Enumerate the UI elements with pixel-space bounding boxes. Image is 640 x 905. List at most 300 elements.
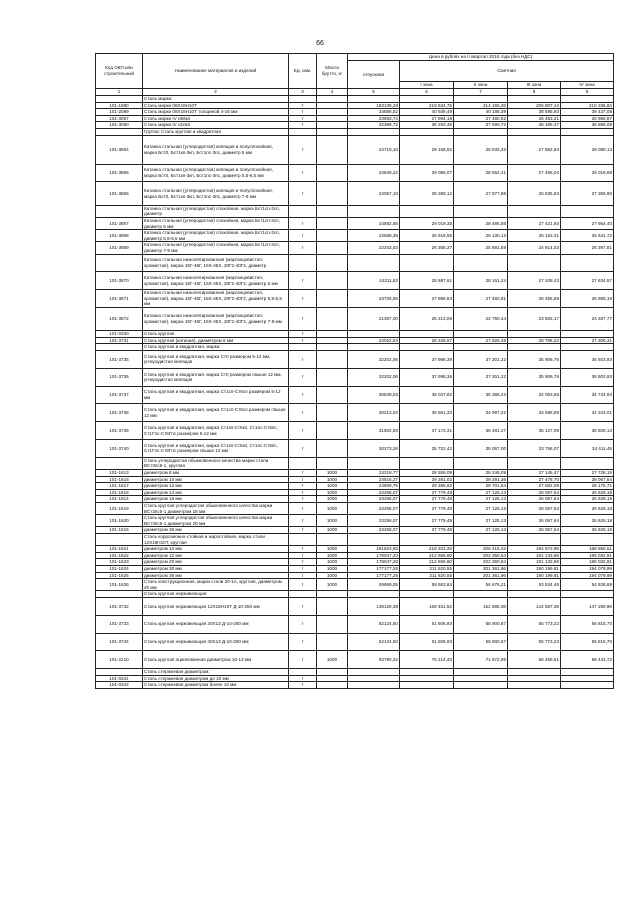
row-name: диаметром 12 мм	[143, 483, 289, 490]
row-name: Сталь круглая и квадратная, марки:	[143, 344, 289, 351]
row-code: 101-0341	[96, 675, 143, 682]
row-mass	[317, 102, 348, 109]
row-unit	[289, 205, 317, 217]
row-price-zone-4: 26 969,19	[561, 290, 614, 308]
column-number: 3	[289, 89, 317, 96]
row-code: 101-3090	[96, 122, 143, 129]
row-name: Сталь стержневая диаметром:	[143, 669, 289, 676]
row-price-release: 178047,20	[348, 552, 400, 559]
row-price-release: 34686,52	[348, 109, 400, 116]
row-price-zone-1: 37 173,31	[400, 422, 454, 440]
row-code: 101-0340	[96, 331, 143, 338]
row-name: Катанка стальная низколегированная (марганцовистая, хромистая), марка 15Г-45Г, 15Х-45Х, 20Г2-40Г2, диаметр 7-9 мм	[143, 307, 289, 330]
row-code: 101-3872	[96, 307, 143, 330]
table-row	[96, 351, 614, 369]
row-unit: т	[289, 242, 317, 254]
row-code: 101-1616	[96, 476, 143, 483]
table-row	[96, 503, 614, 515]
row-price-release: 30549,03	[348, 386, 400, 404]
row-price-zone-3: 26 067,64	[508, 527, 561, 534]
row-price-zone-1: 211 620,55	[400, 565, 454, 572]
row-price-zone-2	[454, 254, 508, 272]
row-name: Катанка стальная (углеродистая) спокойная, марка Бст1сп-3сп, диаметр 5 мм	[143, 217, 289, 229]
row-price-zone-3	[508, 591, 561, 598]
row-code	[96, 96, 143, 103]
row-price-release	[348, 331, 400, 338]
row-mass	[317, 675, 348, 682]
table-row	[96, 386, 614, 404]
column-numbers-row	[96, 89, 614, 96]
row-unit: т	[289, 675, 317, 682]
table-row	[96, 546, 614, 553]
row-unit: т	[289, 182, 317, 205]
row-price-release: 23683,74	[348, 115, 400, 122]
row-price-zone-2: 71 672,96	[454, 651, 508, 669]
row-unit: т	[289, 565, 317, 572]
row-mass	[317, 122, 348, 129]
row-unit	[289, 96, 317, 103]
row-code: 101-3871	[96, 290, 143, 308]
row-unit: т	[289, 476, 317, 483]
row-mass	[317, 242, 348, 254]
header-zone-3: III зона	[508, 82, 561, 89]
row-unit	[289, 533, 317, 545]
table-row	[96, 290, 614, 308]
row-name: Сталь круглая нержавеющая 12Х18Н10Т Д-10-250 мм	[143, 597, 289, 615]
row-name: Катанка стальная (углеродистая) спокойная, марка Бст1сп-3сп, диаметр	[143, 205, 289, 217]
row-unit: т	[289, 102, 317, 109]
row-unit	[289, 344, 317, 351]
row-price-zone-2: 34 997,22	[454, 404, 508, 422]
row-price-zone-4	[561, 205, 614, 217]
row-price-zone-2: 35 386,43	[454, 386, 508, 404]
row-unit: т	[289, 527, 317, 534]
row-price-zone-1	[400, 669, 454, 676]
row-price-zone-1: 27 779,48	[400, 489, 454, 496]
table-row	[96, 102, 614, 109]
row-price-zone-1: 212 659,60	[400, 559, 454, 566]
row-price-zone-1: 36 047,82	[400, 386, 454, 404]
row-mass	[317, 344, 348, 351]
row-name: диаметром 8 мм	[143, 470, 289, 477]
row-price-release: 23725,95	[348, 290, 400, 308]
row-price-zone-2	[454, 457, 508, 469]
row-mass	[317, 230, 348, 242]
row-mass	[317, 254, 348, 272]
row-code: 101-1890	[96, 102, 143, 109]
row-price-zone-2: 202 350,64	[454, 559, 508, 566]
row-price-zone-3: 27 562,94	[508, 135, 561, 164]
row-price-zone-2: 37 301,22	[454, 351, 508, 369]
row-price-release	[348, 533, 400, 545]
row-name: Сталь круглая и квадратная, марка Ст0 размером 5-12 мм, углеродистая кипящая	[143, 351, 289, 369]
row-price-zone-4: 34 724,94	[561, 386, 614, 404]
row-mass	[317, 633, 348, 651]
row-price-release: 22343,53	[348, 242, 400, 254]
row-price-zone-3	[508, 675, 561, 682]
row-mass: 1000	[317, 483, 348, 490]
row-price-zone-1: 159 451,52	[400, 597, 454, 615]
row-mass	[317, 96, 348, 103]
row-unit: т	[289, 515, 317, 527]
row-price-zone-1: 28 687,61	[400, 272, 454, 290]
row-price-zone-2: 36 491,27	[454, 422, 508, 440]
row-price-zone-1: 61 506,93	[400, 633, 454, 651]
row-price-zone-2: 58 900,67	[454, 633, 508, 651]
row-mass	[317, 128, 348, 135]
row-mass: 1000	[317, 515, 348, 527]
row-name: диаметром 10 мм	[143, 546, 289, 553]
row-price-zone-4: 39 437,08	[561, 109, 614, 116]
row-price-zone-1	[400, 254, 454, 272]
row-code: 101-3866	[96, 182, 143, 205]
row-code: 101-3733	[96, 615, 143, 633]
row-price-zone-1: 59 563,64	[400, 579, 454, 591]
row-price-zone-3: 34 063,66	[508, 386, 561, 404]
row-price-zone-3: 190 199,81	[508, 572, 561, 579]
row-price-release	[348, 96, 400, 103]
row-code	[96, 254, 143, 272]
row-name: Катанка стальная низколегированная (марганцовистая, хромистая), марка 15Г-45Г, 15Х-45Х, 20Г2-40Г2, диаметр 5 мм	[143, 272, 289, 290]
row-mass	[317, 135, 348, 164]
row-unit: т	[289, 368, 317, 386]
row-code: 101-1625	[96, 572, 143, 579]
table-row	[96, 565, 614, 572]
row-code: 101-3740	[96, 440, 143, 458]
row-price-zone-2: 37 590,72	[454, 122, 508, 129]
row-price-zone-2: 58 900,67	[454, 615, 508, 633]
row-price-zone-4	[561, 254, 614, 272]
row-price-release: 24515,27	[348, 476, 400, 483]
row-price-zone-3: 25 153,31	[508, 230, 561, 242]
row-unit: т	[289, 496, 317, 503]
row-price-zone-3: 26 067,64	[508, 496, 561, 503]
row-price-zone-4: 34 411,48	[561, 440, 614, 458]
row-price-zone-3	[508, 669, 561, 676]
row-price-zone-3	[508, 344, 561, 351]
row-price-zone-3: 27 478,70	[508, 476, 561, 483]
row-name: Катанка стальная (углеродистая) спокойная, марка Бст1сп-3сп, диаметр 7-9 мм	[143, 242, 289, 254]
row-price-zone-2: 27 125,13	[454, 527, 508, 534]
row-code: 101-3867	[96, 217, 143, 229]
table-row	[96, 669, 614, 676]
row-name: Сталь круглая оцинкованная диаметром 10-12 мм	[143, 651, 289, 669]
row-price-zone-1: 211 620,55	[400, 572, 454, 579]
row-unit: т	[289, 546, 317, 553]
row-name: Сталь круглая (катаная), диаметром 8 мм	[143, 337, 289, 344]
row-price-zone-2: 35 067,00	[454, 440, 508, 458]
row-price-release: 31502,93	[348, 422, 400, 440]
row-mass: 1000	[317, 651, 348, 669]
row-price-zone-2	[454, 591, 508, 598]
row-unit: т	[289, 307, 317, 330]
row-code: 101-3865	[96, 164, 143, 182]
row-price-release	[348, 591, 400, 598]
row-price-zone-1	[400, 457, 454, 469]
row-price-zone-4: 25 641,72	[561, 230, 614, 242]
table-row	[96, 272, 614, 290]
row-mass: 1000	[317, 559, 348, 566]
row-price-release: 32389,72	[348, 122, 400, 129]
row-name: Катанка стальная (углеродистая) кипящая и полуспокойная, марка Бст0, Бст1кп-3кп, Бст1пс-3пс, диаметр 7-9 мм	[143, 182, 289, 205]
row-price-zone-2	[454, 669, 508, 676]
row-mass	[317, 331, 348, 338]
row-code: 101-3738	[96, 404, 143, 422]
row-name: Сталь марки:	[143, 96, 289, 103]
table-row	[96, 615, 614, 633]
row-unit: т	[289, 115, 317, 122]
header-zone-2: II зона	[454, 82, 508, 89]
column-number: 1	[96, 89, 143, 96]
row-price-zone-1: 27 779,48	[400, 515, 454, 527]
row-price-release: 49869,05	[348, 579, 400, 591]
row-price-zone-4: 36 603,93	[561, 368, 614, 386]
row-unit: т	[289, 579, 317, 591]
row-unit: т	[289, 615, 317, 633]
row-mass: 1000	[317, 503, 348, 515]
row-name: Сталь стержневая диаметром до 10 мм	[143, 675, 289, 682]
column-number: 9	[561, 89, 614, 96]
header-price-group: Цена в рублях на II квартал 2016 года (без НДС)	[348, 54, 614, 61]
row-price-zone-1: 25 213,09	[400, 307, 454, 330]
table-row	[96, 128, 614, 135]
row-price-zone-1	[400, 675, 454, 682]
row-unit: т	[289, 337, 317, 344]
row-price-zone-3: 35 127,09	[508, 422, 561, 440]
row-price-release: 183139,28	[348, 102, 400, 109]
row-price-zone-3	[508, 96, 561, 103]
row-unit: т	[289, 331, 317, 338]
row-name: Сталь круглая	[143, 331, 289, 338]
row-price-zone-2: 27 482,91	[454, 290, 508, 308]
row-price-zone-2: 27 480,52	[454, 115, 508, 122]
row-price-zone-2: 201 361,96	[454, 565, 508, 572]
row-mass	[317, 591, 348, 598]
table-row	[96, 344, 614, 351]
row-price-zone-1: 38 293,35	[400, 122, 454, 129]
row-price-zone-3: 66 469,51	[508, 651, 561, 669]
page-number: 66	[316, 40, 324, 47]
table-row	[96, 597, 614, 615]
row-price-zone-3: 26 786,22	[508, 337, 561, 344]
row-price-zone-2: 28 246,09	[454, 470, 508, 477]
row-price-zone-2: 206 415,22	[454, 546, 508, 553]
row-price-zone-1: 27 779,48	[400, 503, 454, 515]
row-code: 101-3864	[96, 135, 143, 164]
row-mass	[317, 404, 348, 422]
row-unit: т	[289, 483, 317, 490]
row-price-zone-3: 35 906,76	[508, 368, 561, 386]
row-price-release: 24022,54	[348, 337, 400, 344]
row-price-zone-4: 26 628,18	[561, 515, 614, 527]
row-price-zone-4	[561, 96, 614, 103]
row-name: Катанка стальная (углеродистая) кипящая и полуспокойная, марка Бст0, Бст1кп-3кп, Бст1пс-3пс, диаметр 5,5-6,5 мм	[143, 164, 289, 182]
row-price-release: 30213,02	[348, 404, 400, 422]
row-price-zone-3: 26 453,21	[508, 115, 561, 122]
row-price-zone-4: 26 628,18	[561, 503, 614, 515]
row-price-zone-2: 26 130,13	[454, 230, 508, 242]
row-price-zone-4: 27 634,87	[561, 272, 614, 290]
row-price-zone-4: 56 815,70	[561, 633, 614, 651]
column-number: 2	[143, 89, 289, 96]
row-price-zone-2: 28 701,54	[454, 483, 508, 490]
table-row	[96, 422, 614, 440]
row-price-zone-4: 24 287,77	[561, 307, 614, 330]
row-code: 101-3870	[96, 272, 143, 290]
row-name: Сталь круглая и квадратная, марка Ст1кп-Ст6кп, Ст1пс-Ст6пс, Ст1Гпс-Ст5Гпс размером свыше 12 мм	[143, 440, 289, 458]
row-mass: 1000	[317, 527, 348, 534]
row-price-zone-2: 25 881,59	[454, 242, 508, 254]
row-price-zone-1: 37 998,39	[400, 368, 454, 386]
table-row	[96, 675, 614, 682]
table-row	[96, 470, 614, 477]
row-code	[96, 591, 143, 598]
row-mass: 1000	[317, 552, 348, 559]
row-name: диаметром 36 мм	[143, 572, 289, 579]
row-price-zone-4: 36 888,09	[561, 122, 614, 129]
row-mass	[317, 682, 348, 689]
table-row	[96, 572, 614, 579]
row-unit	[289, 669, 317, 676]
table-row	[96, 205, 614, 217]
row-price-zone-3	[508, 533, 561, 545]
row-price-zone-2: 27 125,13	[454, 515, 508, 527]
row-price-release: 24809,75	[348, 483, 400, 490]
row-name: диаметром 16 мм	[143, 496, 289, 503]
row-code	[96, 344, 143, 351]
row-price-zone-4: 195 032,91	[561, 552, 614, 559]
row-price-release: 21367,00	[348, 307, 400, 330]
row-price-release: 24719,10	[348, 135, 400, 164]
row-price-zone-3: 55 773,23	[508, 615, 561, 633]
row-code: 101-3731	[96, 337, 143, 344]
row-price-zone-1: 29 086,07	[400, 164, 454, 182]
row-price-zone-3: 23 825,17	[508, 307, 561, 330]
row-name: Сталь круглая нержавеющая 20Х13 Д-10-250 мм	[143, 615, 289, 633]
row-price-zone-4: 27 356,90	[561, 182, 614, 205]
row-price-zone-1: 61 506,93	[400, 615, 454, 633]
row-price-zone-4: 56 815,70	[561, 615, 614, 633]
table-row	[96, 242, 614, 254]
row-price-zone-3: 27 145,47	[508, 470, 561, 477]
row-price-zone-2	[454, 331, 508, 338]
row-unit: т	[289, 597, 317, 615]
row-mass	[317, 205, 348, 217]
row-code: 101-0342	[96, 682, 143, 689]
row-unit: т	[289, 351, 317, 369]
row-price-release: 135126,39	[348, 597, 400, 615]
row-price-zone-4: 198 950,51	[561, 546, 614, 553]
row-code	[96, 669, 143, 676]
row-name: Сталь коррозионно-стойкая и жаростойкая, марка стали 12Х18Н10Т, круглая	[143, 533, 289, 545]
row-price-zone-3: 26 067,64	[508, 515, 561, 527]
table-row	[96, 489, 614, 496]
row-unit: т	[289, 422, 317, 440]
row-price-zone-4: 28 018,69	[561, 164, 614, 182]
row-code: 101-1620	[96, 515, 143, 527]
row-code: 101-1614	[96, 496, 143, 503]
row-price-zone-2	[454, 682, 508, 689]
row-price-zone-3: 33 756,07	[508, 440, 561, 458]
row-code: 101-3734	[96, 633, 143, 651]
row-price-zone-2: 40 186,39	[454, 109, 508, 116]
table-row	[96, 337, 614, 344]
table-row	[96, 254, 614, 272]
row-price-zone-3: 27 485,04	[508, 164, 561, 182]
row-mass	[317, 533, 348, 545]
row-unit: т	[289, 135, 317, 164]
row-code: 101-1619	[96, 503, 143, 515]
row-price-zone-3: 55 773,23	[508, 633, 561, 651]
row-price-zone-4	[561, 331, 614, 338]
row-price-zone-3: 191 133,69	[508, 559, 561, 566]
row-unit: т	[289, 109, 317, 116]
row-price-zone-3	[508, 128, 561, 135]
row-name: Сталь марки IV н56кп	[143, 115, 289, 122]
row-unit: т	[289, 217, 317, 229]
row-mass	[317, 182, 348, 205]
row-price-zone-4: 147 289,96	[561, 597, 614, 615]
row-price-release: 22558,39	[348, 230, 400, 242]
row-code: 101-1613	[96, 470, 143, 477]
row-price-release: 30273,26	[348, 440, 400, 458]
row-name: Сталь круглая углеродистая обыкновенного качества марки ВСт3пс5-1 диаметром 20 мм	[143, 515, 289, 527]
row-price-zone-1: 27 779,48	[400, 496, 454, 503]
row-unit: т	[289, 633, 317, 651]
row-price-zone-1: 76 214,40	[400, 651, 454, 669]
column-number: 6	[400, 89, 454, 96]
row-price-zone-2: 201 361,96	[454, 572, 508, 579]
table-row	[96, 217, 614, 229]
row-price-release: 23258,07	[348, 503, 400, 515]
row-price-zone-4: 210 336,84	[561, 102, 614, 109]
header-unit: Ед. изм.	[289, 54, 317, 89]
table-row	[96, 307, 614, 330]
row-name: Катанка стальная низколегированная (марганцовистая, хромистая), марка 15Г-45Г, 15Х-45Х, 20Г2-40Г2, диаметр	[143, 254, 289, 272]
row-code: 101-1626	[96, 579, 143, 591]
row-price-zone-4: 54 626,69	[561, 579, 614, 591]
row-price-zone-1: 37 998,39	[400, 351, 454, 369]
row-price-zone-1: 29 385,92	[400, 483, 454, 490]
row-unit	[289, 254, 317, 272]
row-price-release	[348, 669, 400, 676]
row-name: Сталь круглая и квадратная, марка Ст1сп-Ст6сп размером 5-12 мм	[143, 386, 289, 404]
row-code: 101-3739	[96, 422, 143, 440]
row-mass	[317, 422, 348, 440]
row-price-zone-4	[561, 675, 614, 682]
row-name: Сталь углеродистая обыкновенного качества марки стали ВСт3пс5-1, круглая	[143, 457, 289, 469]
column-number: 4	[317, 89, 348, 96]
row-price-release	[348, 457, 400, 469]
row-price-zone-1	[400, 96, 454, 103]
row-price-zone-4: 68 443,72	[561, 651, 614, 669]
row-unit: т	[289, 470, 317, 477]
row-unit	[289, 591, 317, 598]
row-price-release	[348, 205, 400, 217]
table-row	[96, 527, 614, 534]
row-price-release: 52124,50	[348, 633, 400, 651]
row-price-zone-3: 53 534,46	[508, 579, 561, 591]
row-mass	[317, 351, 348, 369]
header-zone-1: I зона	[400, 82, 454, 89]
table-row	[96, 651, 614, 669]
row-name: Сталь марки 08Х18Н10Т	[143, 102, 289, 109]
table-row	[96, 552, 614, 559]
row-mass: 1000	[317, 565, 348, 572]
row-price-release: 24311,53	[348, 272, 400, 290]
row-price-zone-2	[454, 675, 508, 682]
row-code: 101-3732	[96, 597, 143, 615]
